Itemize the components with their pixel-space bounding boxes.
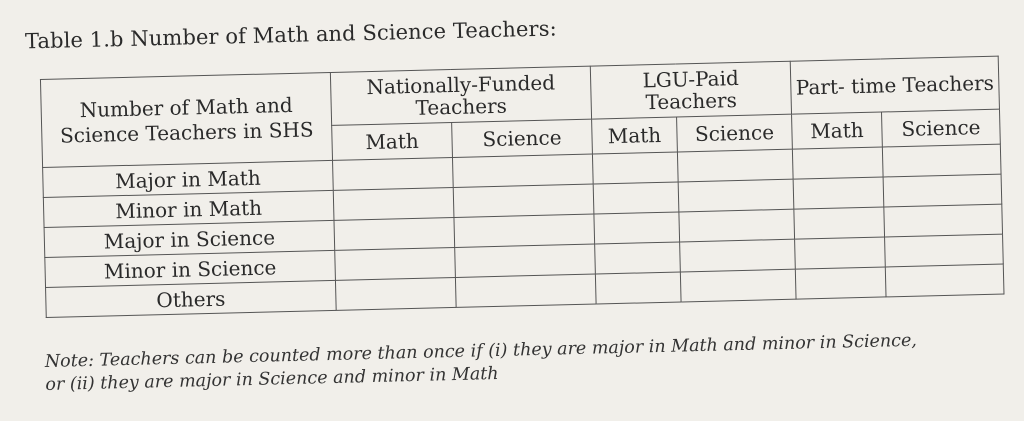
- table-cell: [333, 187, 454, 220]
- table-cell: [455, 274, 596, 307]
- table-cell: [678, 179, 794, 212]
- group-header-part-time: Part- time Teachers: [790, 56, 999, 114]
- row-label: Minor in Science: [45, 250, 336, 287]
- table-cell: [452, 154, 593, 187]
- subheader-science: Science: [452, 119, 593, 157]
- table-cell: [882, 144, 1001, 177]
- table-cell: [454, 214, 595, 247]
- note-line-2: or (ii) they are major in Science and minor in Math: [45, 363, 499, 395]
- table-cell: [792, 147, 883, 179]
- table-cell: [680, 269, 796, 302]
- row-label: Major in Math: [43, 160, 334, 197]
- corner-header: Number of Math and Science Teachers in SHS: [40, 72, 332, 167]
- subheader-science: Science: [882, 109, 1001, 147]
- table-cell: [592, 152, 678, 184]
- table-cell: [883, 174, 1002, 207]
- table-cell: [679, 209, 795, 242]
- group-header-nationally-funded: Nationally-Funded Teachers: [330, 66, 591, 125]
- table-cell: [885, 264, 1004, 297]
- table-cell: [335, 247, 456, 280]
- table-cell: [594, 212, 680, 244]
- subheader-math: Math: [592, 117, 678, 154]
- table-cell: [795, 237, 886, 269]
- table-note: [45, 328, 1006, 397]
- table-cell: [334, 217, 455, 250]
- note-line-1: Note: Teachers can be counted more than once if (i) they are major in Math and minor in Science,: [44, 330, 918, 373]
- table-cell: [333, 157, 454, 190]
- table-cell: [453, 184, 594, 217]
- subheader-math: Math: [792, 112, 883, 149]
- table-cell: [677, 149, 793, 182]
- row-label: Major in Science: [44, 220, 335, 257]
- group-header-lgu-paid: LGU-Paid Teachers: [590, 61, 791, 119]
- table-cell: [335, 277, 456, 310]
- row-label: Minor in Math: [43, 190, 334, 227]
- table-title: Table 1.b Number of Math and Science Teachers:: [24, 16, 557, 54]
- table-cell: [595, 272, 681, 304]
- subheader-math: Math: [332, 123, 453, 161]
- row-label: Others: [46, 280, 337, 317]
- table-cell: [793, 177, 884, 209]
- table-cell: [593, 182, 679, 214]
- teachers-table: [40, 56, 1005, 318]
- table-cell: [680, 239, 796, 272]
- table-cell: [794, 207, 885, 239]
- table-cell: [455, 244, 596, 277]
- table-cell: [884, 204, 1003, 237]
- table-cell: [885, 234, 1004, 267]
- table-cell: [595, 242, 681, 274]
- table-cell: [795, 267, 886, 299]
- subheader-science: Science: [677, 114, 793, 152]
